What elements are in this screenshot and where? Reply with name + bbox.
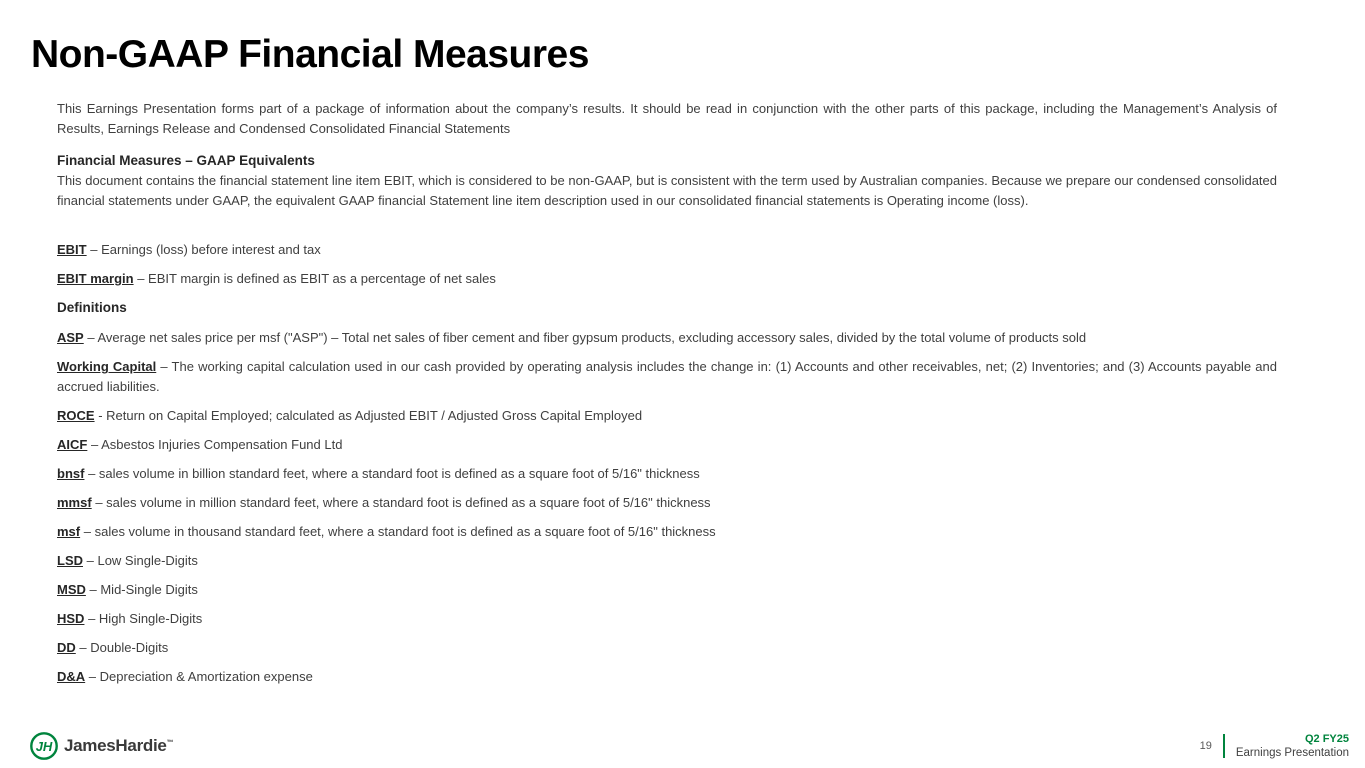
presentation-subtitle: Earnings Presentation [1235,746,1349,759]
definition-text: – sales volume in thousand standard feet, where a standard foot is defined as a square foot of 5/16" thickness [83,524,716,539]
definition-term: ROCE [57,408,95,423]
definition-item [57,667,1277,687]
definitions-heading: Definitions [57,300,127,315]
definition-item [57,240,1277,260]
page-number: 19 [1199,739,1212,752]
definitions-list [57,328,1277,687]
definition-term: LSD [57,553,83,568]
definition-term: HSD [57,611,85,626]
definition-text: – sales volume in million standard feet, where a standard foot is defined as a square foot of 5/16" thickness [95,495,711,510]
definition-item [57,638,1277,658]
definition-item [57,609,1277,629]
definition-item [57,406,1277,426]
footer-right [1200,732,1349,759]
definition-text: – The working capital calculation used in our cash provided by operating analysis includes the change in: (1) Accounts and other receivables, net; (2) Inventories; and (3) Accounts payable and accrued liabilities. [57,359,1277,394]
definition-text: - Return on Capital Employed; calculated as Adjusted EBIT / Adjusted Gross Capital Employed [98,408,643,423]
jameshardie-logo [29,731,173,761]
definition-text: – sales volume in billion standard feet, where a standard foot is defined as a square foot of 5/16" thickness [88,466,700,481]
definition-text: – Low Single-Digits [86,553,198,568]
definition-term: EBIT [57,242,87,257]
definition-item [57,328,1277,348]
gaap-section-heading: Financial Measures – GAAP Equivalents [57,153,315,168]
definition-text: – Earnings (loss) before interest and tax [90,242,321,257]
definition-item [57,435,1277,455]
footer-divider [1223,734,1225,758]
page-title: Non-GAAP Financial Measures [31,33,589,76]
definition-item [57,580,1277,600]
definition-text: – Depreciation & Amortization expense [88,669,313,684]
definition-term: msf [57,524,81,539]
intro-paragraph: This Earnings Presentation forms part of a package of information about the company’s results. It should be read in conjunction with the other parts of this package, including the Management’s Analysis of Results, Earnings Release and Condensed Consolidated Financial Statements [57,101,1277,136]
definition-item [57,464,1277,484]
definition-term: mmsf [57,495,92,510]
logo-wordmark: JamesHardie™ [64,736,174,755]
ebit-definitions [57,240,1277,289]
definition-text: – Average net sales price per msf ("ASP") – Total net sales of fiber cement and fiber gypsum products, excluding accessory sales, divided by the total volume of products sold [87,330,1087,345]
definition-term: ASP [57,330,84,345]
svg-text:JH: JH [35,739,53,754]
definition-term: AICF [57,437,88,452]
trademark-symbol: ™ [166,739,174,747]
definition-term: EBIT margin [57,271,134,286]
definition-term: bnsf [57,466,85,481]
slide-body [57,99,1277,696]
definition-text: – Mid-Single Digits [89,582,198,597]
definition-text: – Double-Digits [79,640,169,655]
definition-item [57,493,1277,513]
definition-term: D&A [57,669,86,684]
definition-item [57,551,1277,571]
presentation-label [1236,732,1349,759]
definition-item [57,357,1277,397]
definition-item [57,269,1277,289]
definition-term: MSD [57,582,86,597]
definition-text: – Asbestos Injuries Compensation Fund Ltd [90,437,343,452]
definition-text: – EBIT margin is defined as EBIT as a percentage of net sales [137,271,496,286]
definition-term: Working Capital [57,359,157,374]
gaap-section-body: This document contains the financial statement line item EBIT, which is considered to be non-GAAP, but is consistent with the term used by Australian companies. Because we prepare our condensed consolidated financial statements under GAAP, the equivalent GAAP financial Statement line item description used in our consolidated financial statements is Operating income (loss). [57,173,1277,208]
jameshardie-logo-icon [29,731,59,761]
definition-term: DD [57,640,76,655]
definition-item [57,522,1277,542]
definition-text: – High Single-Digits [88,611,203,626]
quarter-label: Q2 FY25 [1304,733,1349,745]
